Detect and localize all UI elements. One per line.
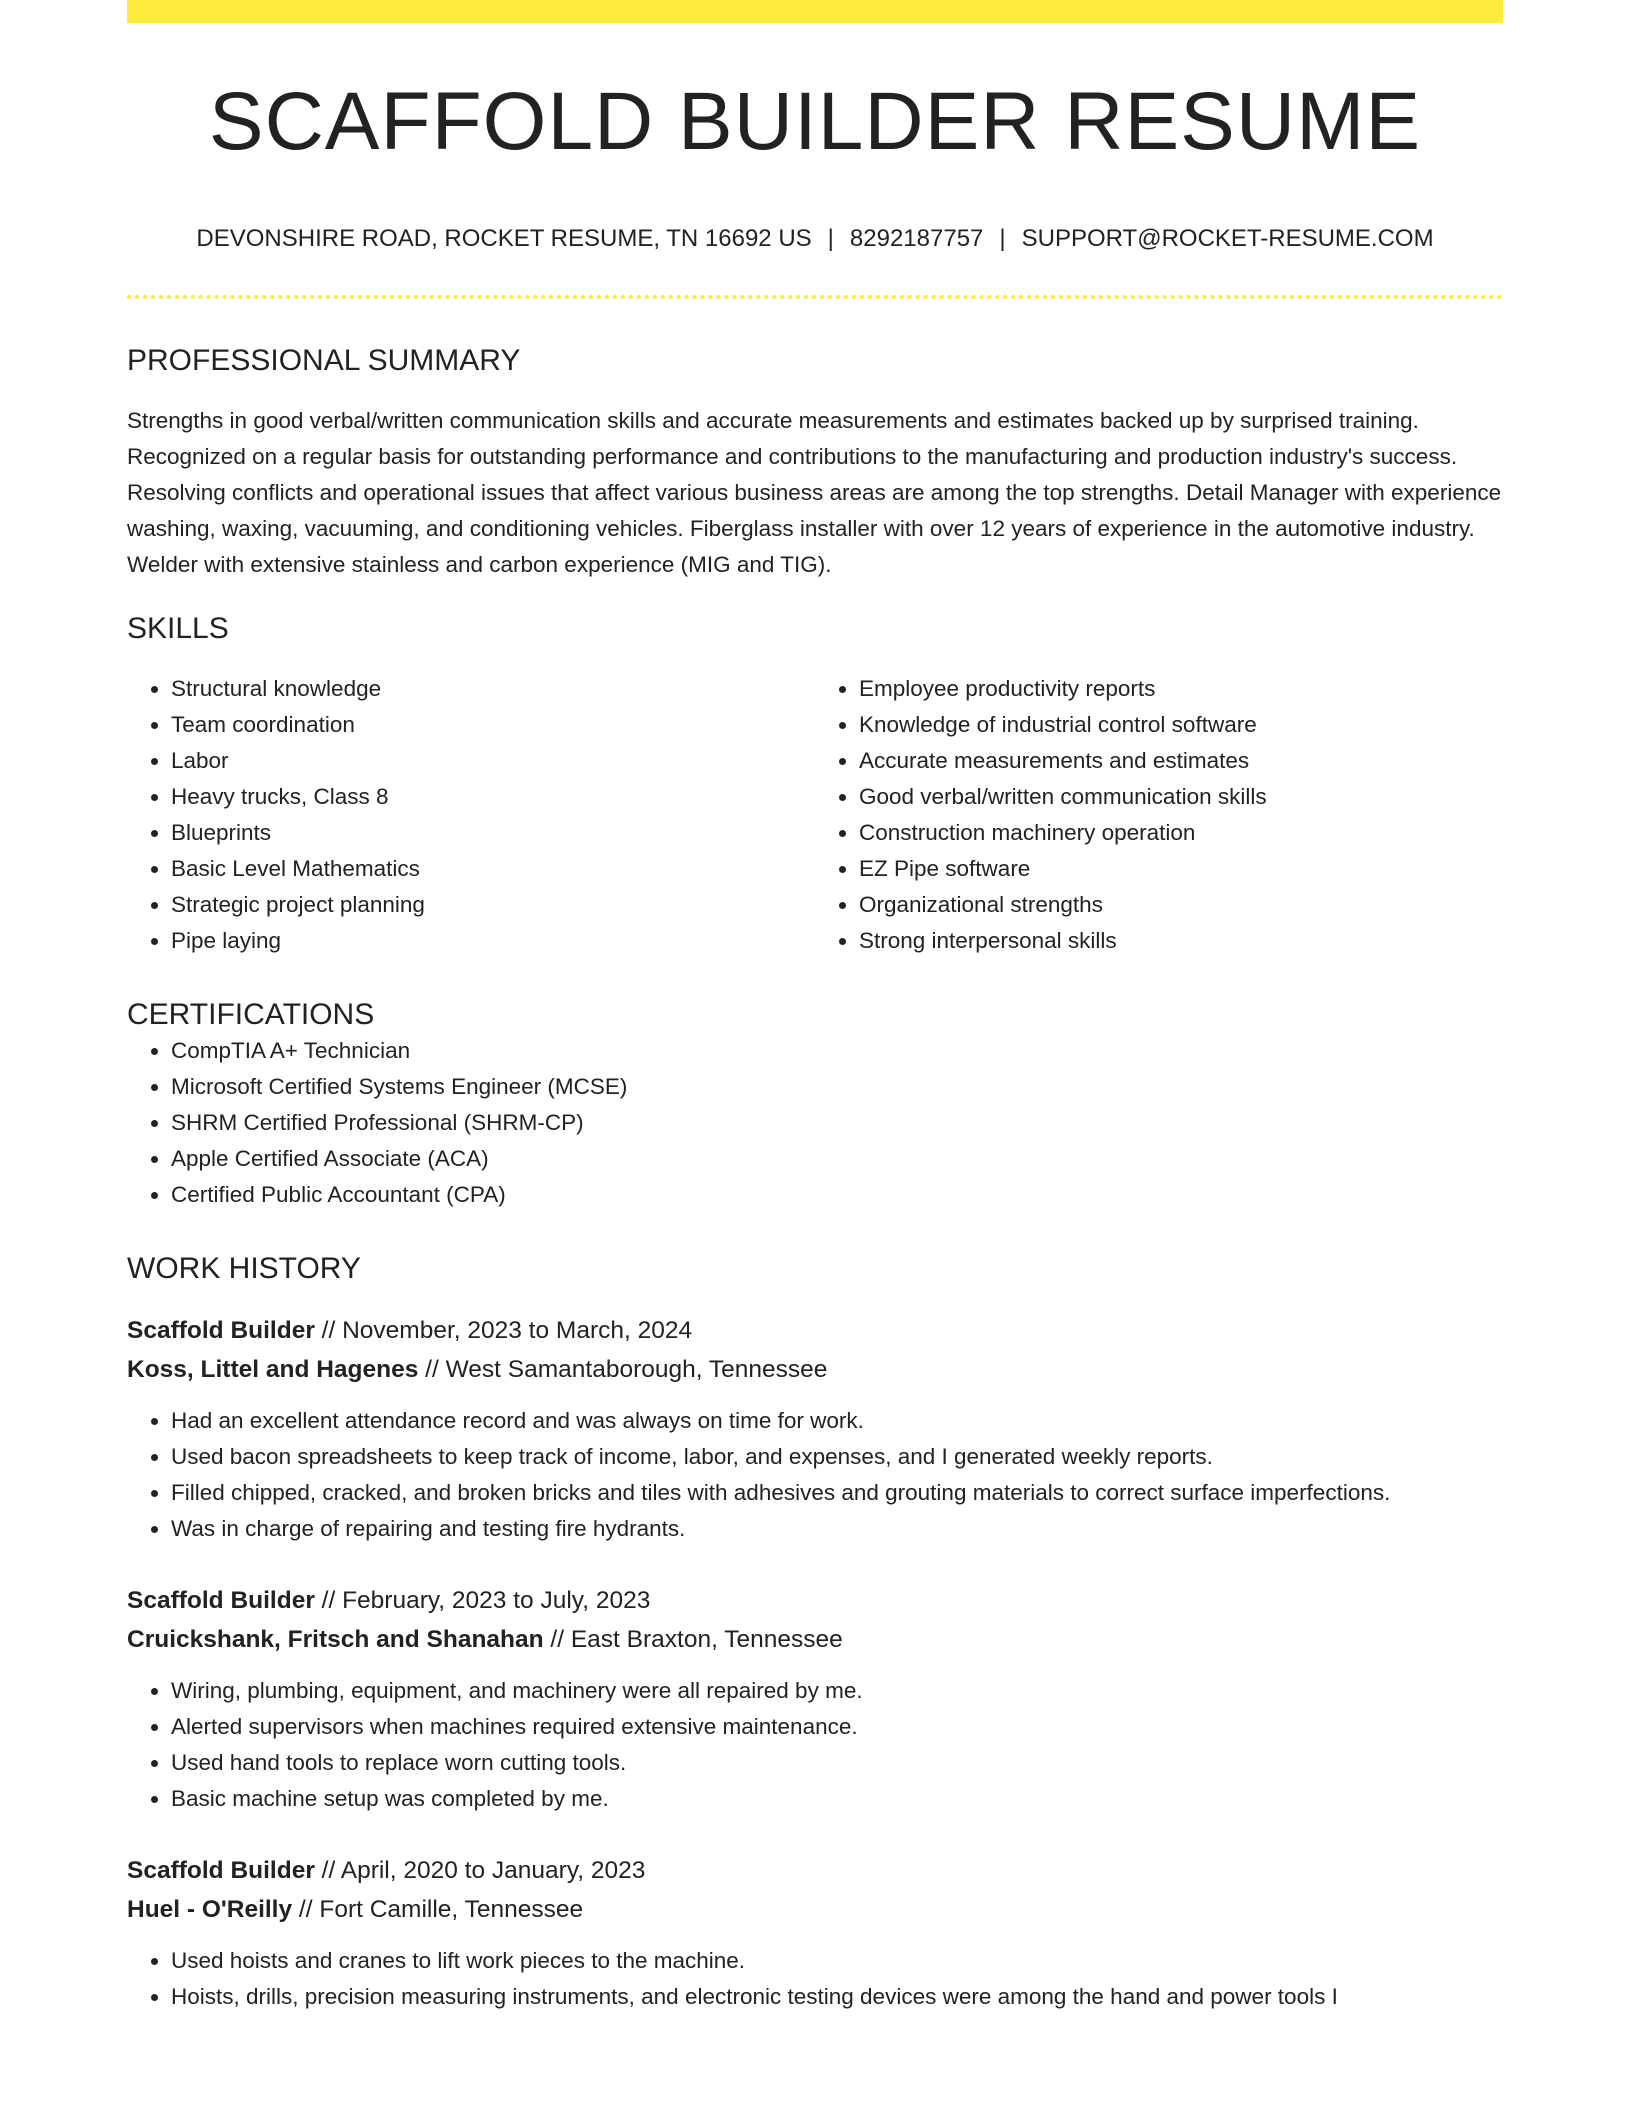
skills-list-left [127,671,815,959]
contact-phone: 8292187757 [849,225,984,252]
skill-item: • Good verbal/written communication skills [859,779,1503,815]
job-bullet: • Filled chipped, cracked, and broken bricks and tiles with adhesives and grouting materials to correct surface imperfections. [171,1475,1503,1511]
job-bullets [127,1403,1503,1547]
skill-item: • Structural knowledge [171,671,815,707]
skill-item: • Employee productivity reports [859,671,1503,707]
certification-item: • Apple Certified Associate (ACA) [171,1141,1503,1177]
certifications-list [127,1033,1503,1213]
skill-item: • Knowledge of industrial control software [859,707,1503,743]
resume-page [127,0,1503,2015]
skills-list-right [815,671,1503,959]
job-company-line [127,1350,1503,1389]
summary-heading: PROFESSIONAL SUMMARY [127,343,521,377]
job-title-line [127,1311,1503,1350]
contact-address: DEVONSHIRE ROAD, ROCKET RESUME, TN 16692 US [196,225,812,252]
job-entry [127,1581,1503,1817]
contact-separator: | [827,225,834,252]
contact-email: SUPPORT@ROCKET-RESUME.COM [1021,225,1434,252]
job-bullet: • Used hoists and cranes to lift work pieces to the machine. [171,1943,1503,1979]
skill-item: • Pipe laying [171,923,815,959]
skill-item: • EZ Pipe software [859,851,1503,887]
job-title-line [127,1581,1503,1620]
summary-text: Strengths in good verbal/written communication skills and accurate measurements and estimates backed up by surprised training. Recognized on a regular basis for outstanding performance and contributions to the manufacturing and production industry's success. Resolving conflicts and operational issues that affect various business areas are among the top strengths. Detail Manager with experience washing, waxing, vacuuming, and conditioning vehicles. Fiberglass installer with over 12 years of experience in the automotive industry. Welder with extensive stainless and carbon experience (MIG and TIG). [127,407,1502,577]
skill-item: • Basic Level Mathematics [171,851,815,887]
job-title: Scaffold Builder [127,1586,315,1614]
job-location: // West Samantaborough, Tennessee [418,1355,828,1383]
job-company-line [127,1890,1503,1929]
skill-item: • Accurate measurements and estimates [859,743,1503,779]
job-bullet: • Used bacon spreadsheets to keep track of income, labor, and expenses, and I generated weekly reports. [171,1439,1503,1475]
contact-separator: | [999,225,1006,252]
skill-item: • Team coordination [171,707,815,743]
job-bullet: • Basic machine setup was completed by me. [171,1781,1503,1817]
job-bullets [127,1673,1503,1817]
skills-heading: SKILLS [127,611,229,645]
job-location: // East Braxton, Tennessee [543,1625,843,1653]
skill-item: • Organizational strengths [859,887,1503,923]
job-entry [127,1311,1503,1547]
job-title: Scaffold Builder [127,1316,315,1344]
resume-title: SCAFFOLD BUILDER RESUME [208,76,1422,167]
job-bullet: • Used hand tools to replace worn cutting tools. [171,1745,1503,1781]
skills-columns [127,671,1503,959]
certification-item: • SHRM Certified Professional (SHRM-CP) [171,1105,1503,1141]
job-entry [127,1851,1503,2015]
job-bullet: • Was in charge of repairing and testing fire hydrants. [171,1511,1503,1547]
skill-item: • Strong interpersonal skills [859,923,1503,959]
certification-item: • Certified Public Accountant (CPA) [171,1177,1503,1213]
job-dates: // February, 2023 to July, 2023 [314,1586,651,1614]
skill-item: • Construction machinery operation [859,815,1503,851]
dotted-divider [127,295,1503,299]
job-bullet: • Wiring, plumbing, equipment, and machinery were all repaired by me. [171,1673,1503,1709]
work-history-heading: WORK HISTORY [127,1251,361,1285]
job-dates: // April, 2020 to January, 2023 [314,1856,646,1884]
job-bullet: • Alerted supervisors when machines required extensive maintenance. [171,1709,1503,1745]
skill-item: • Heavy trucks, Class 8 [171,779,815,815]
certifications-heading: CERTIFICATIONS [127,997,375,1031]
job-bullet: • Had an excellent attendance record and was always on time for work. [171,1403,1503,1439]
job-bullet: • Hoists, drills, precision measuring instruments, and electronic testing devices were among the hand and power tools I [171,1979,1503,2015]
job-company: Koss, Littel and Hagenes [127,1355,419,1383]
certification-item: • CompTIA A+ Technician [171,1033,1503,1069]
job-company-line [127,1620,1503,1659]
skill-item: • Labor [171,743,815,779]
job-bullets [127,1943,1503,2015]
job-title-line [127,1851,1503,1890]
skill-item: • Blueprints [171,815,815,851]
job-company: Huel - O'Reilly [127,1895,293,1923]
job-company: Cruickshank, Fritsch and Shanahan [127,1625,544,1653]
certification-item: • Microsoft Certified Systems Engineer (MCSE) [171,1069,1503,1105]
contact-line [127,225,1503,254]
job-dates: // November, 2023 to March, 2024 [314,1316,693,1344]
job-title: Scaffold Builder [127,1856,315,1884]
job-location: // Fort Camille, Tennessee [292,1895,584,1923]
skill-item: • Strategic project planning [171,887,815,923]
top-accent-bar [127,0,1503,23]
